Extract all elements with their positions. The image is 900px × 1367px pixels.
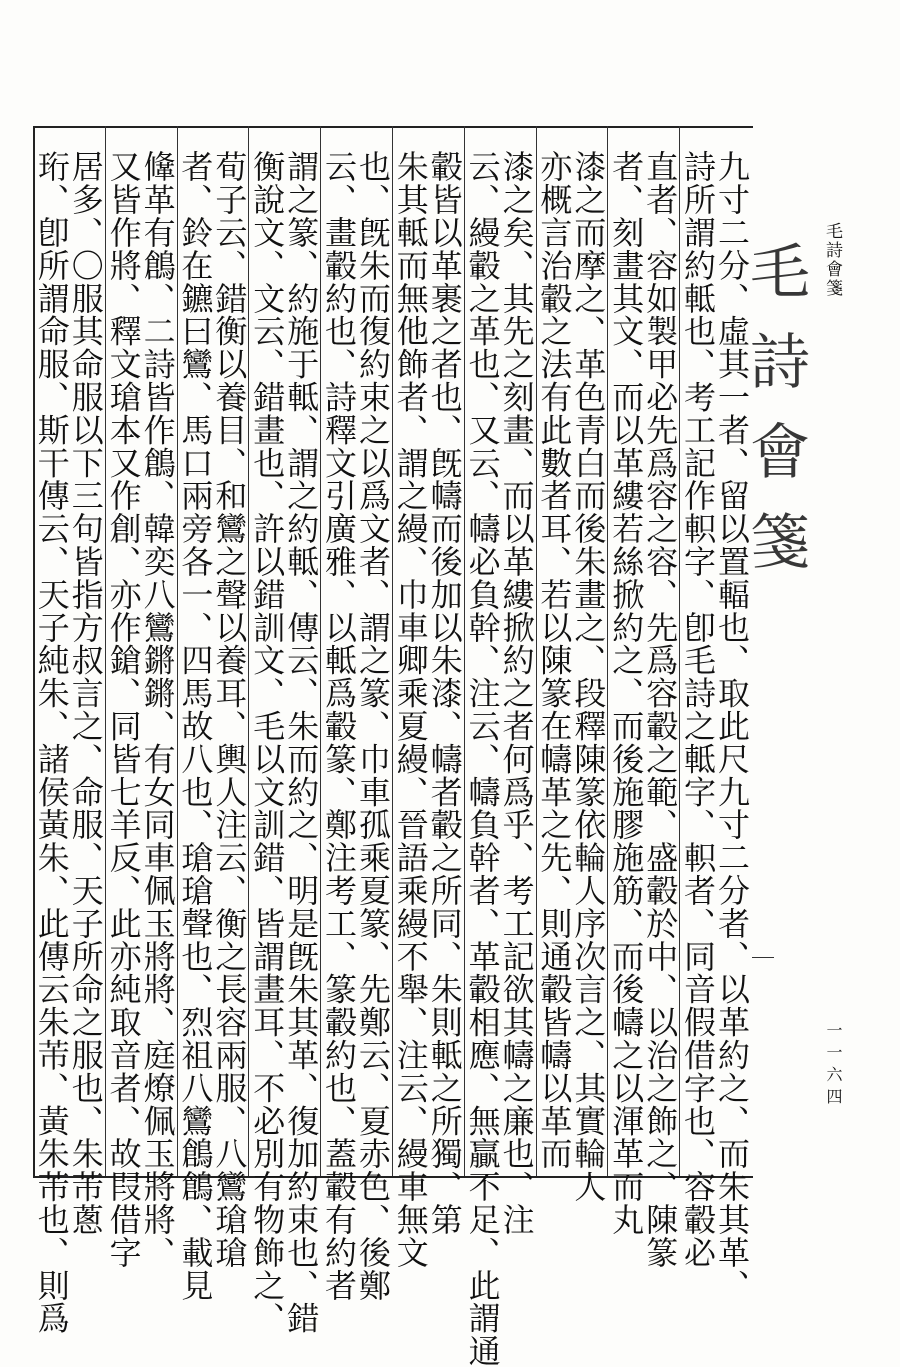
text-column: 衡說文、文云、錯畫也、許以錯訓文、毛以文訓錯、皆謂畫耳、不必別有物飾之、 xyxy=(248,150,287,1335)
text-column: 者、刻畫其文、而以革縷若絲掀約之、而後施膠施筋、而後幬之以渾革而丸 xyxy=(607,150,646,1236)
page-number: 一一六四 xyxy=(824,1022,843,1110)
text-column: 轂皆以革裹之者也、旣幬而後加以朱漆、幬者轂之所同、朱則軧之所獨、第 xyxy=(425,150,464,1236)
text-column: 漆之而摩之、革色青白而後朱畫之、段釋陳篆依輪人序次言之、其實輪人 xyxy=(569,150,608,1203)
text-column: 朱其軧而無他飾者、謂之縵、巾車卿乘夏縵、晉語乘縵不舉、注云、縵車無文 xyxy=(391,150,430,1269)
text-column: 荀子云、錯衡以養目、和鸞之聲以養耳、輿人注云、衡之長容兩服、八鸞瑲瑲 xyxy=(210,150,249,1269)
text-column: 亦概言治轂之法有此數者耳、若以陳篆在幬革之先、則通轂皆幬以革而 xyxy=(535,150,574,1170)
text-column: 云、縵轂之革也、又云、幬必負幹、注云、幬負幹者、革轂相應、無贏不足、此謂通 xyxy=(463,150,502,1367)
margin-tick xyxy=(752,957,774,958)
text-column: 也、旣朱而復約束之以爲文者、謂之篆、巾車孤乘夏篆、先鄭云、夏赤色、後鄭 xyxy=(354,150,392,1302)
text-column: 云、畫轂約也、詩釋文引廣雅、以軧爲轂篆、鄭注考工、篆轂約也、蓋轂有約者 xyxy=(320,150,358,1302)
text-column: 又皆作將、釋文瑲本又作創、亦作鎗、同皆七羊反、此亦純取音者、故叚借字 xyxy=(104,150,143,1269)
text-column: 直者、容如製甲必先爲容之容、先爲容轂之範、盛轂於中、以治之飾之、陳篆 xyxy=(641,150,680,1269)
text-column: 居多、〇服其命服以下三句皆指方叔言之、命服、天子所命之服也、朱芾蔥 xyxy=(66,150,105,1236)
text-column: 詩所謂約軧也、考工記作軹字、卽毛詩之軧字、軹者、同音假借字也、容轂必 xyxy=(679,150,717,1269)
text-column: 珩、卽所謂命服、斯干傳云、天子純朱、諸侯黃朱、此傳云朱芾、黃朱芾也、則爲 xyxy=(32,150,71,1335)
text-column: 九寸二分、虛其一者、留以置輻也、取此尺九寸二分者、以革約之、而朱其革、 xyxy=(713,150,751,1302)
running-head: 毛詩會箋 xyxy=(822,222,842,298)
text-column: 漆之矣、其先之刻畫、而以革縷掀約之者何爲乎、考工記欲其幬之廉也、注 xyxy=(497,150,536,1236)
text-column: 者、鈴在鑣曰鸞、馬口兩旁各一、四馬故八也、瑲瑲聲也、烈祖八鸞鶬鶬、載見 xyxy=(176,150,215,1302)
watermark-title: 毛詩會箋 xyxy=(740,240,810,600)
text-column: 鞗革有鶬、二詩皆作鶬、韓奕八鸞鏘鏘、有女同車佩玉將將、庭燎佩玉將將、 xyxy=(138,150,177,1269)
text-column: 謂之篆、約施于軧、謂之約軧、傳云、朱而約之、明是旣朱其革、復加約束也、錯 xyxy=(282,150,321,1335)
